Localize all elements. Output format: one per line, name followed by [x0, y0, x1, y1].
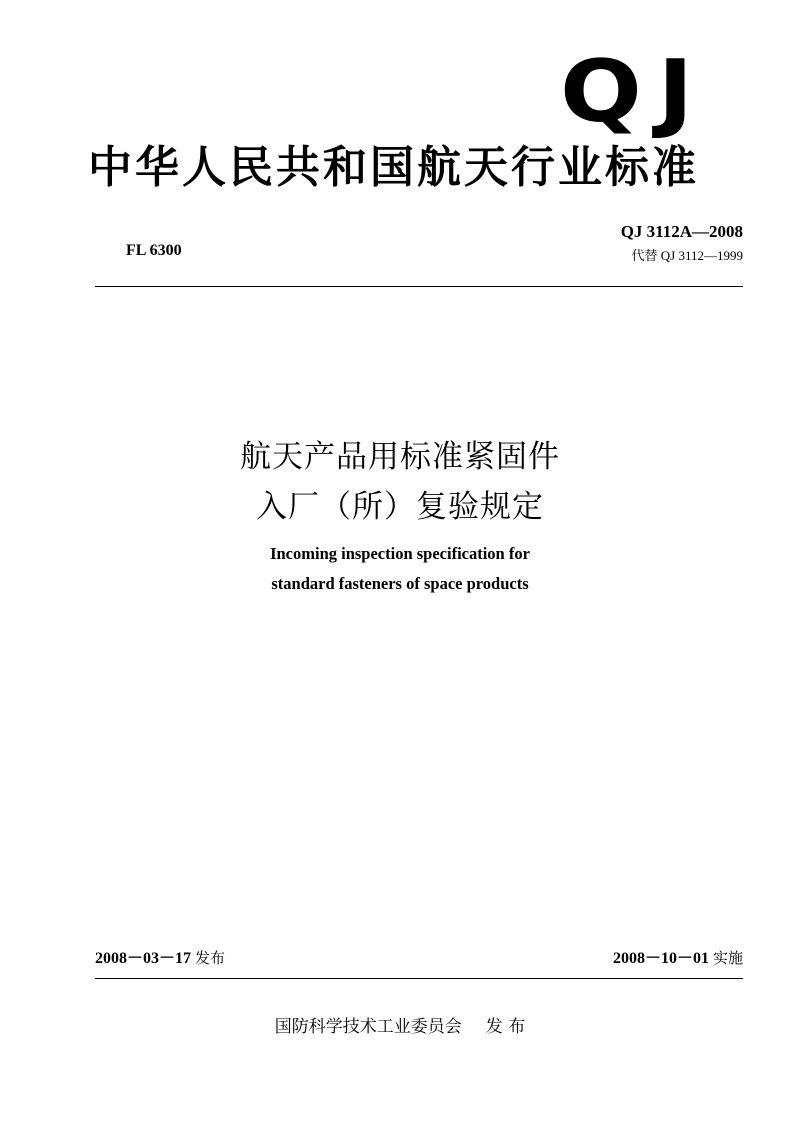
issue-date-label: 发布 [195, 949, 226, 967]
issue-date-value: 2008－03－17 [95, 950, 192, 967]
document-title-cn-line2: 入厂（所）复验规定 [256, 489, 544, 525]
issuer [0, 1012, 800, 1037]
document-title-en-line1: Incoming inspection specification for [270, 544, 530, 563]
footer-divider [95, 978, 743, 979]
document-title-en-line2: standard fasteners of space products [271, 574, 529, 593]
issue-date [95, 945, 225, 968]
effective-date-value: 2008－10－01 [612, 950, 709, 967]
issuer-name: 国防科学技术工业委员会 [274, 1017, 462, 1037]
document-title-cn-line1: 航天产品用标准紧固件 [240, 439, 560, 475]
replaces-code: 代替 QJ 3112—1999 [631, 248, 743, 263]
classification-code: FL 6300 [126, 242, 182, 259]
standard-code: QJ 3112A—2008 [620, 222, 743, 241]
standard-type-title: 中华人民共和国航天行业标准 [88, 142, 699, 193]
effective-date-label: 实施 [712, 949, 743, 967]
issuer-label: 发 布 [485, 1017, 526, 1037]
header-divider [95, 286, 743, 287]
effective-date [613, 945, 743, 968]
qj-logo: QJ [560, 42, 710, 142]
